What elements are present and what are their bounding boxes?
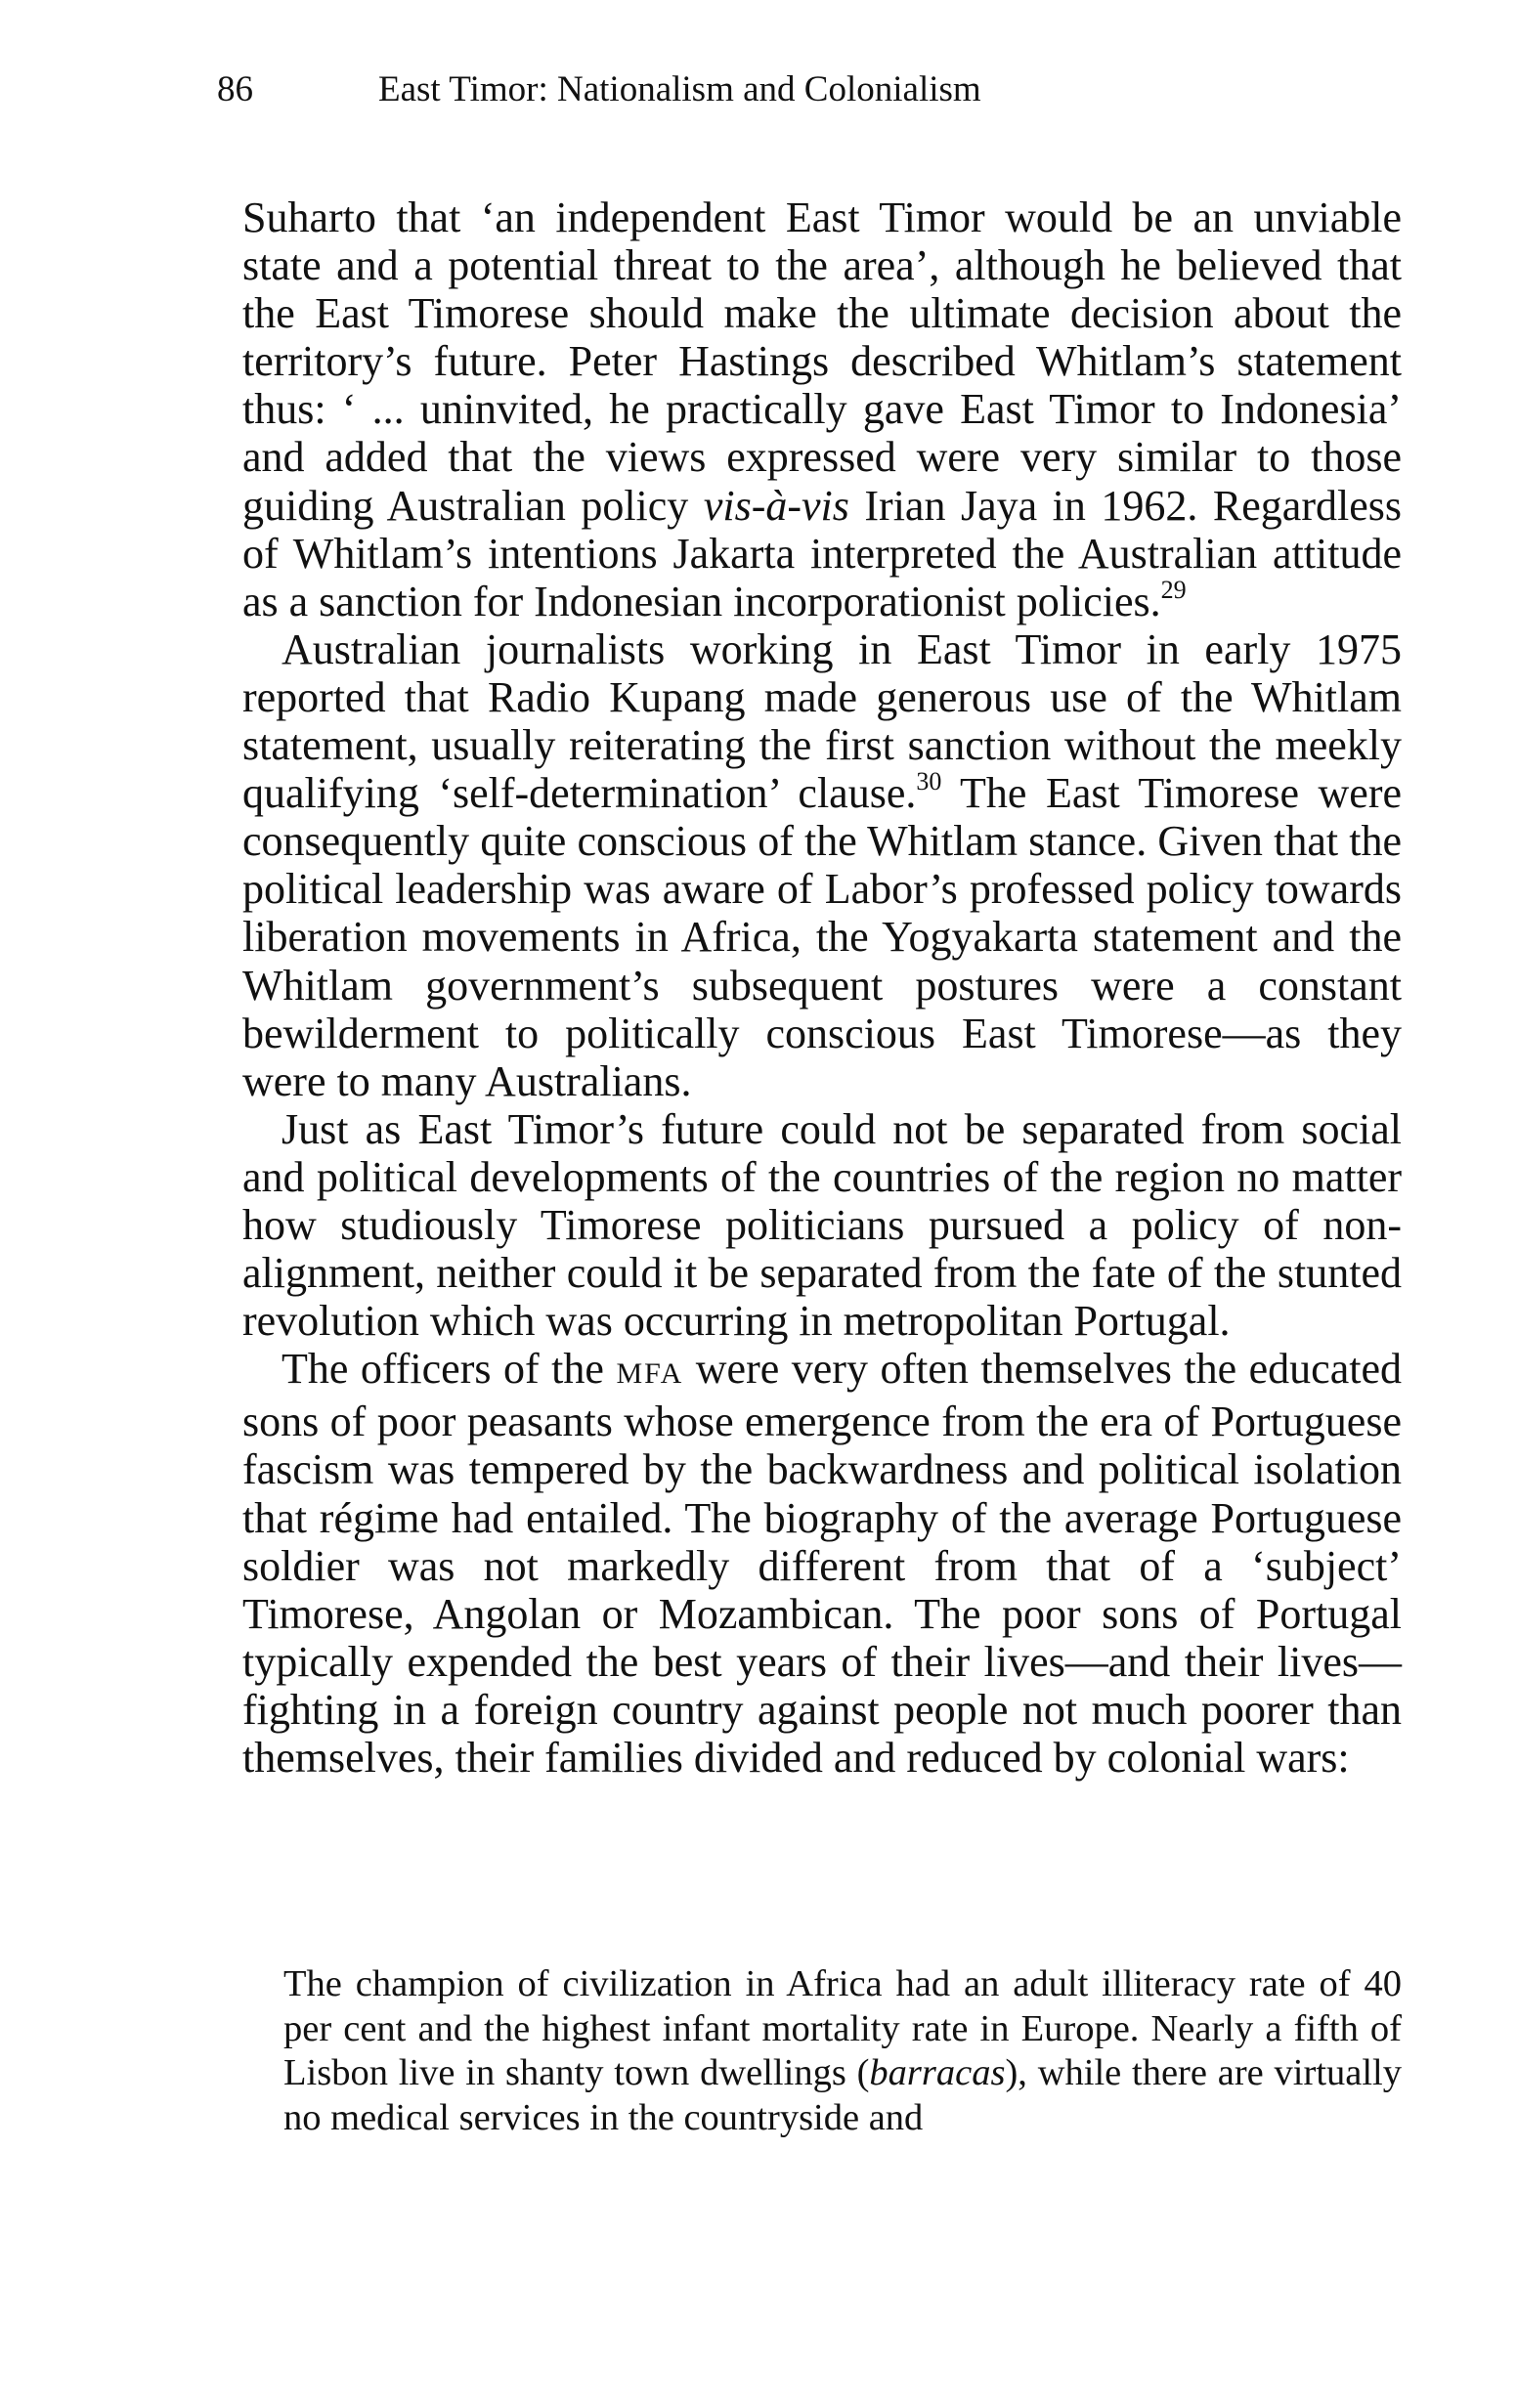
body-text <box>242 194 1402 1782</box>
paragraph-4: The officers of the MFA were very often themselves the educated sons of poor peasants whose emergence from the era of Portuguese fascism was tempered by the backwardness and political isolation that régime had entailed. The biography of the average Portuguese soldier was not markedly different from that of a ‘subject’ Timorese, Angolan or Mozambican. The poor sons of Portugal typically expended the best years of their lives—and their lives—fighting in a foreign country against people not much poorer than themselves, their families divided and reduced by colonial wars: <box>242 1345 1402 1782</box>
footnote-marker: 29 <box>1160 576 1187 605</box>
paragraph-1: Suharto that ‘an independent East Timor would be an unviable state and a potential threat to the area’, although he believed that the East Timorese should make the ultimate decision about the territory’s future. Peter Hastings described Whitlam’s statement thus: ‘ ... uninvited, he practically gave East Timor to Indonesia’ and added that the views expressed were very similar to those guiding Australian policy vis-à-vis Irian Jaya in 1962. Regardless of Whitlam’s intentions Jakarta interpreted the Australian attitude as a sanction for Indonesian incorporationist policies.$^{29}$ <box>242 194 1402 625</box>
small-caps-abbreviation: MFA <box>616 1357 684 1391</box>
running-head <box>217 66 981 113</box>
page-number: 86 <box>217 69 253 109</box>
italic-term: barracas <box>869 2052 1006 2093</box>
paragraph-3: Just as East Timor’s future could not be separated from social and political developments of the countries of the region no matter how studiously Timorese politicians pursued a policy of non-alignment, neither could it be separated from the fate of the stunted revolution which was occurring in metropolitan Portugal. <box>242 1104 1402 1346</box>
footnote-marker: 30 <box>916 767 942 796</box>
running-title: East Timor: Nationalism and Colonialism <box>378 69 981 109</box>
block-quote: The champion of civilization in Africa had an adult illiteracy rate of 40 per cent and the highest infant mortality rate in Europe. Nearly a fifth of Lisbon live in shanty town dwellings (barracas), while there are virtually no medical services in the countryside and <box>283 1963 1402 2138</box>
italic-phrase: vis-à-vis <box>703 481 849 530</box>
paragraph-2: Australian journalists working in East Timor in early 1975 reported that Radio Kupang made generous use of the Whitlam statement, usually reiterating the first sanction without the meekly qualifying ‘self-determination’ clause.$^{30}$ The East Timorese were consequently quite conscious of the Whitlam stance. Given that the political leadership was aware of Labor’s professed policy towards liberation movements in Africa, the Yogyakarta statement and the Whitlam government’s subsequent postures were a constant bewilderment to politically conscious East Timorese—as they were to many Australians. <box>242 624 1402 1105</box>
